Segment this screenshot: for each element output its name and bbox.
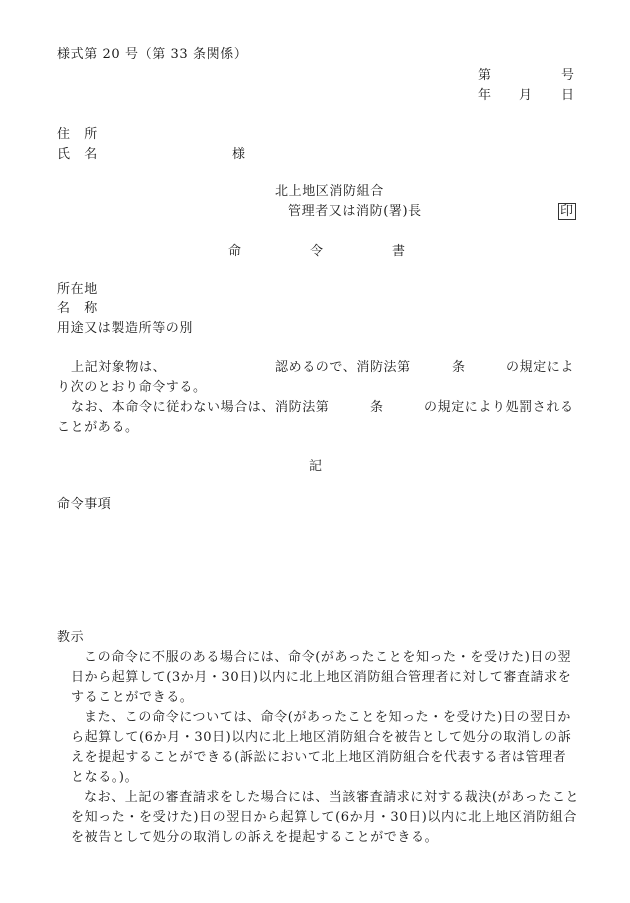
name-label: 氏 名 xyxy=(57,147,98,162)
body-p1-line2: り次のとおり命令する。 xyxy=(57,380,207,395)
body-p1-d: の規定によ xyxy=(506,360,575,375)
address-label: 住 所 xyxy=(57,127,98,142)
body-p2-a: なお、本命令に従わない場合は、消防法第 xyxy=(71,400,330,415)
date-day: 日 xyxy=(561,88,575,103)
instruction-line: ら起算して(6か月・30日)以内に北上地区消防組合を被告として処分の取消しの訴 xyxy=(71,730,572,745)
instruction-line: また、この命令については、命令(があったことを知った・を受けた)日の翌日か xyxy=(84,710,571,725)
instruction-label: 教示 xyxy=(57,630,85,645)
ki-label: 記 xyxy=(309,459,323,474)
instruction-line: この命令に不服のある場合には、命令(があったことを知った・を受けた)日の翌 xyxy=(84,650,572,665)
object-name-label: 名 称 xyxy=(57,301,98,316)
instruction-line: 日から起算して(3か月・30日)以内に北上地区消防組合管理者に対して審査請求を xyxy=(71,670,572,685)
doc-title-3: 書 xyxy=(392,244,406,259)
instruction-line: することができる。 xyxy=(71,690,194,705)
number-prefix: 第 xyxy=(478,68,492,83)
order-items-label: 命令事項 xyxy=(57,497,112,512)
body-p2-c: の規定により処罰される xyxy=(424,400,574,415)
instruction-line: を被告として処分の取消しの訴えを提起することができる。 xyxy=(71,830,439,845)
body-p1-b: 認めるので、消防法第 xyxy=(275,360,411,375)
issuer-title: 管理者又は消防(署)長 xyxy=(288,204,422,219)
issuer-organization: 北上地区消防組合 xyxy=(275,184,384,199)
date-year: 年 xyxy=(478,88,492,103)
instruction-line: となる。)。 xyxy=(71,770,139,785)
instruction-line: なお、上記の審査請求をした場合には、当該審査請求に対する裁決(があったこと xyxy=(84,790,580,805)
body-p1-c: 条 xyxy=(452,360,466,375)
form-title: 様式第 20 号（第 33 条関係） xyxy=(57,47,248,62)
body-p2-b: 条 xyxy=(370,400,384,415)
honorific: 様 xyxy=(232,147,246,162)
doc-title-2: 令 xyxy=(310,244,324,259)
date-month: 月 xyxy=(519,88,533,103)
body-p1-a: 上記対象物は、 xyxy=(71,360,167,375)
location-label: 所在地 xyxy=(57,282,98,297)
doc-title-1: 命 xyxy=(228,244,242,259)
instruction-line: えを提起することができる(訴訟において北上地区消防組合を代表する者は管理者 xyxy=(71,750,567,765)
body-p2-line2: ことがある。 xyxy=(57,420,139,435)
number-suffix: 号 xyxy=(561,68,575,83)
instruction-line: を知った・を受けた)日の翌日から起算して(6か月・30日)以内に北上地区消防組合 xyxy=(71,810,578,825)
usage-label: 用途又は製造所等の別 xyxy=(57,321,194,336)
seal-mark: 印 xyxy=(560,204,574,219)
